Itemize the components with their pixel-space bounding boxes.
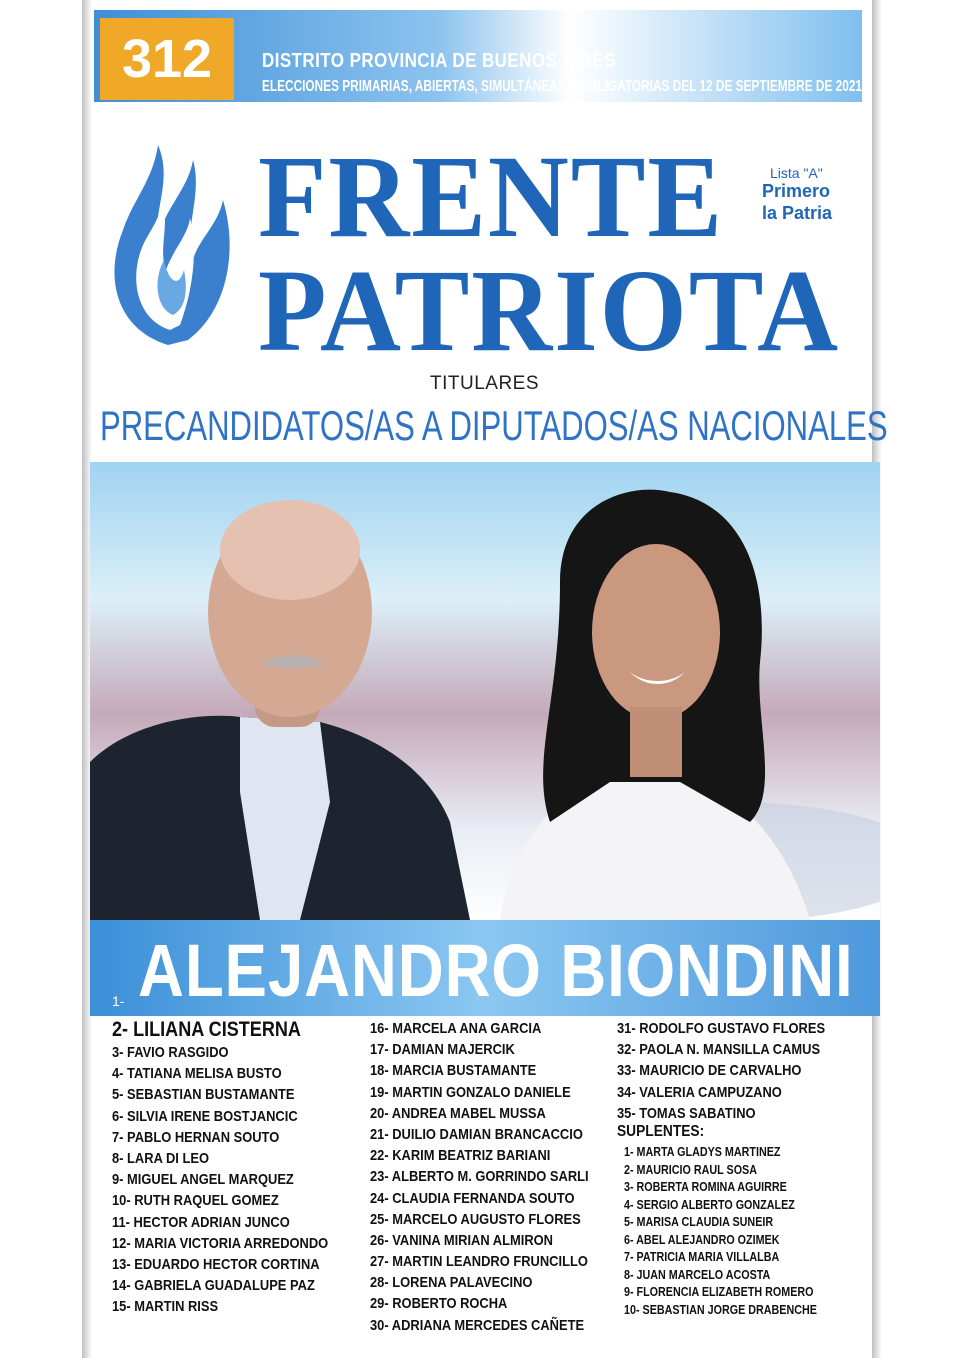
list-item: 2- LILIANA CISTERNA xyxy=(112,1018,301,1041)
list-item: 11- HECTOR ADRIAN JUNCO xyxy=(112,1213,290,1231)
list-item: 30- ADRIANA MERCEDES CAÑETE xyxy=(370,1316,585,1334)
list-item: 5- SEBASTIAN BUSTAMANTE xyxy=(112,1086,295,1104)
list-item: 19- MARTIN GONZALO DANIELE xyxy=(370,1083,571,1101)
list-item: 22- KARIM BEATRIZ BARIANI xyxy=(370,1147,551,1165)
list-item: 9- MIGUEL ANGEL MARQUEZ xyxy=(112,1171,294,1189)
list-item: 15- MARTIN RISS xyxy=(112,1298,219,1316)
list-item: 2- MAURICIO RAUL SOSA xyxy=(624,1162,757,1177)
list-letter: Lista "A" xyxy=(770,165,823,181)
list-item: 1- MARTA GLADYS MARTINEZ xyxy=(624,1145,781,1159)
list-item: 27- MARTIN LEANDRO FRUNCILLO xyxy=(370,1253,588,1271)
list-item: 3- ROBERTA ROMINA AGUIRRE xyxy=(624,1180,787,1194)
list-item: 6- ABEL ALEJANDRO OZIMEK xyxy=(624,1232,780,1247)
candidate-list-col1 xyxy=(112,1018,363,1317)
list-item: 16- MARCELA ANA GARCIA xyxy=(370,1020,542,1037)
candidate-list-col3 xyxy=(617,1018,859,1124)
slogan xyxy=(762,180,832,224)
party-name-line2: PATRIOTA xyxy=(258,245,840,376)
list-item: 5- MARISA CLAUDIA SUNEIR xyxy=(624,1215,774,1229)
list-item: 21- DUILIO DAMIAN BRANCACCIO xyxy=(370,1125,583,1143)
list-item: 33- MAURICIO DE CARVALHO xyxy=(617,1062,802,1080)
suplentes-label: SUPLENTES: xyxy=(617,1123,705,1140)
list-item: 34- VALERIA CAMPUZANO xyxy=(617,1083,782,1101)
list-item: 3- FAVIO RASGIDO xyxy=(112,1044,229,1061)
list-item: 9- FLORENCIA ELIZABETH ROMERO xyxy=(624,1285,814,1299)
list-item: 12- MARIA VICTORIA ARREDONDO xyxy=(112,1234,329,1252)
candidates-photo xyxy=(90,462,880,920)
list-item: 8- JUAN MARCELO ACOSTA xyxy=(624,1267,771,1282)
list-number: 312 xyxy=(100,18,234,100)
list-item: 28- LORENA PALAVECINO xyxy=(370,1274,533,1292)
party-name-line1: FRENTE xyxy=(258,131,725,262)
slogan-line1: Primero xyxy=(762,181,831,201)
list-item: 18- MARCIA BUSTAMANTE xyxy=(370,1062,537,1080)
list-item: 13- EDUARDO HECTOR CORTINA xyxy=(112,1255,320,1273)
list-item: 14- GABRIELA GUADALUPE PAZ xyxy=(112,1277,315,1295)
list-item: 35- TOMAS SABATINO xyxy=(617,1104,756,1122)
list-item: 24- CLAUDIA FERNANDA SOUTO xyxy=(370,1189,575,1207)
list-item: 29- ROBERTO ROCHA xyxy=(370,1295,508,1313)
candidate-list-col2 xyxy=(370,1018,624,1336)
list-item: 6- SILVIA IRENE BOSTJANCIC xyxy=(112,1107,298,1125)
list-item: 32- PAOLA N. MANSILLA CAMUS xyxy=(617,1041,821,1059)
section-heading: PRECANDIDATOS/AS A DIPUTADOS/AS NACIONALES xyxy=(100,402,888,449)
list-item: 10- RUTH RAQUEL GOMEZ xyxy=(112,1192,279,1210)
candidates-illustration xyxy=(90,462,880,920)
list-item: 26- VANINA MIRIAN ALMIRON xyxy=(370,1231,553,1249)
list-item: 31- RODOLFO GUSTAVO FLORES xyxy=(617,1020,826,1037)
slogan-line2: la Patria xyxy=(762,203,833,223)
list-item: 23- ALBERTO M. GORRINDO SARLI xyxy=(370,1168,589,1186)
list-item: 20- ANDREA MABEL MUSSA xyxy=(370,1104,546,1122)
suplentes-list xyxy=(624,1144,848,1319)
list-item: 10- SEBASTIAN JORGE DRABENCHE xyxy=(624,1302,817,1317)
list-item: 4- TATIANA MELISA BUSTO xyxy=(112,1065,282,1083)
flame-icon xyxy=(98,140,248,350)
lead-candidate-name: ALEJANDRO BIONDINI xyxy=(138,929,854,1012)
titulares-label: TITULARES xyxy=(430,373,540,394)
election-label: ELECCIONES PRIMARIAS, ABIERTAS, SIMULTÁNEAS Y OBLIGATORIAS DEL 12 DE SEPTIEMBRE DE 2021 xyxy=(262,78,863,95)
list-item: 25- MARCELO AUGUSTO FLORES xyxy=(370,1210,581,1228)
list-item: 17- DAMIAN MAJERCIK xyxy=(370,1041,515,1059)
list-item: 4- SERGIO ALBERTO GONZALEZ xyxy=(624,1197,795,1212)
list-item: 7- PATRICIA MARIA VILLALBA xyxy=(624,1250,780,1264)
district-label: DISTRITO PROVINCIA DE BUENOS AIRES xyxy=(262,50,616,72)
list-item: 7- PABLO HERNAN SOUTO xyxy=(112,1128,280,1146)
lead-candidate-number: 1- xyxy=(112,993,125,1009)
list-item: 8- LARA DI LEO xyxy=(112,1149,209,1167)
